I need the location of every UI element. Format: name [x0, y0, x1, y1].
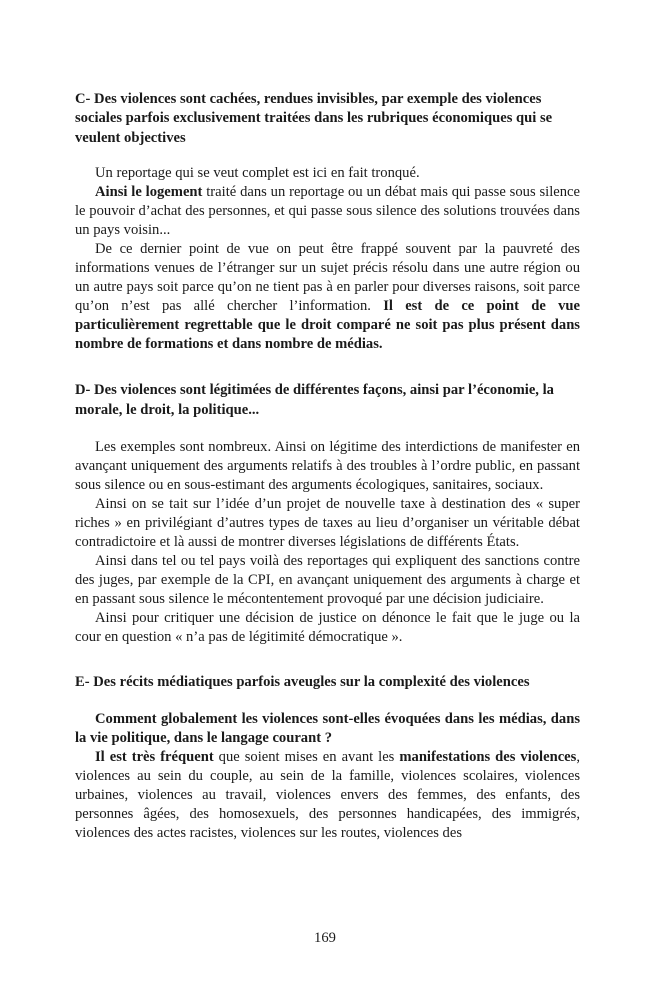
section-e-heading: E- Des récits médiatiques parfois aveugles sur la complexité des violences: [75, 674, 530, 691]
section-e-paragraph-2-text-2: , violences au sein du couple, au sein de la famille, violences scolaires, violences urbaines, violences au travail, violences envers des femmes, des enfants, des personnes âgées, des homosexuels, des personnes handicapées, des immigrés, violences des actes racistes, violences sur les routes, violences des: [75, 749, 580, 842]
section-c-paragraph-2: [75, 183, 580, 240]
section-e-body: [75, 710, 580, 843]
section-c-body: [75, 164, 580, 354]
section-c-paragraph-3-text: De ce dernier point de vue on peut être frappé souvent par la pauvreté des informations venues de l’étranger sur un sujet précis résolu dans une autre région ou un autre pays soit parce qu’on ne tient pas à en parler pour diverses raisons, soit parce qu’on n’est pas allé chercher l’information.: [75, 241, 580, 315]
section-d-paragraph-4: Ainsi pour critiquer une décision de justice on dénonce le fait que le juge ou la cour en question « n’a pas de légitimité démocratique ».: [75, 610, 580, 646]
section-c-paragraph-1: Un reportage qui se veut complet est ici en fait tronqué.: [95, 165, 420, 182]
section-c-paragraph-3-bold: Il est de ce point de vue particulièrement regrettable que le droit comparé ne soit pas plus présent dans nombre de formations et dans nombre de médias.: [75, 298, 581, 353]
page-content: [75, 90, 580, 843]
section-c-paragraph-2-bold: Ainsi le logement: [95, 184, 203, 201]
section-e-paragraph-2: [75, 748, 580, 843]
section-c-heading: C- Des violences sont cachées, rendues invisibles, par exemple des violences sociales parfois exclusivement traitées dans les rubriques économiques qui se veulent objectives: [75, 91, 553, 146]
section-d-body: [75, 438, 580, 647]
section-d-paragraph-2: Ainsi on se tait sur l’idée d’un projet de nouvelle taxe à destination des « super riches » en privilégiant d’autres types de taxes au lieu d’organiser un véritable débat contradictoire et là aussi de montrer diverses législations de différents États.: [75, 496, 580, 551]
section-d-paragraph-3: Ainsi dans tel ou tel pays voilà des reportages qui expliquent des sanctions contre des juges, par exemple de la CPI, en avançant uniquement des arguments à charge et en passant sous silence le mécontentement provoqué par une décision judiciaire.: [75, 553, 580, 608]
section-d-heading: D- Des violences sont légitimées de différentes façons, ainsi par l’économie, la morale, le droit, la politique...: [75, 382, 554, 418]
section-e-paragraph-1-bold: Comment globalement les violences sont-elles évoquées dans les médias, dans la vie politique, dans le langage courant ?: [75, 711, 580, 747]
page-number: 169: [314, 930, 336, 946]
section-c-paragraph-3: [75, 240, 580, 354]
section-e-paragraph-2-bold-2: manifestations des violences: [399, 749, 577, 766]
section-e-paragraph-2-text-1: que soient mises en avant les: [213, 749, 400, 766]
section-d-paragraph-1: Les exemples sont nombreux. Ainsi on légitime des interdictions de manifester en avançant uniquement des arguments relatifs à des troubles à l’ordre public, en passant sous silence ou en sous-estimant des arguments écologiques, sanitaires, sociaux.: [75, 439, 580, 494]
section-e-paragraph-1: [75, 710, 580, 748]
section-e-paragraph-2-bold-1: Il est très fréquent: [95, 749, 214, 766]
section-c-paragraph-2-text: traité dans un reportage ou un débat mais qui passe sous silence le pouvoir d’achat des personnes, et qui passe sous silence des solutions trouvées dans un pays voisin...: [75, 184, 580, 239]
